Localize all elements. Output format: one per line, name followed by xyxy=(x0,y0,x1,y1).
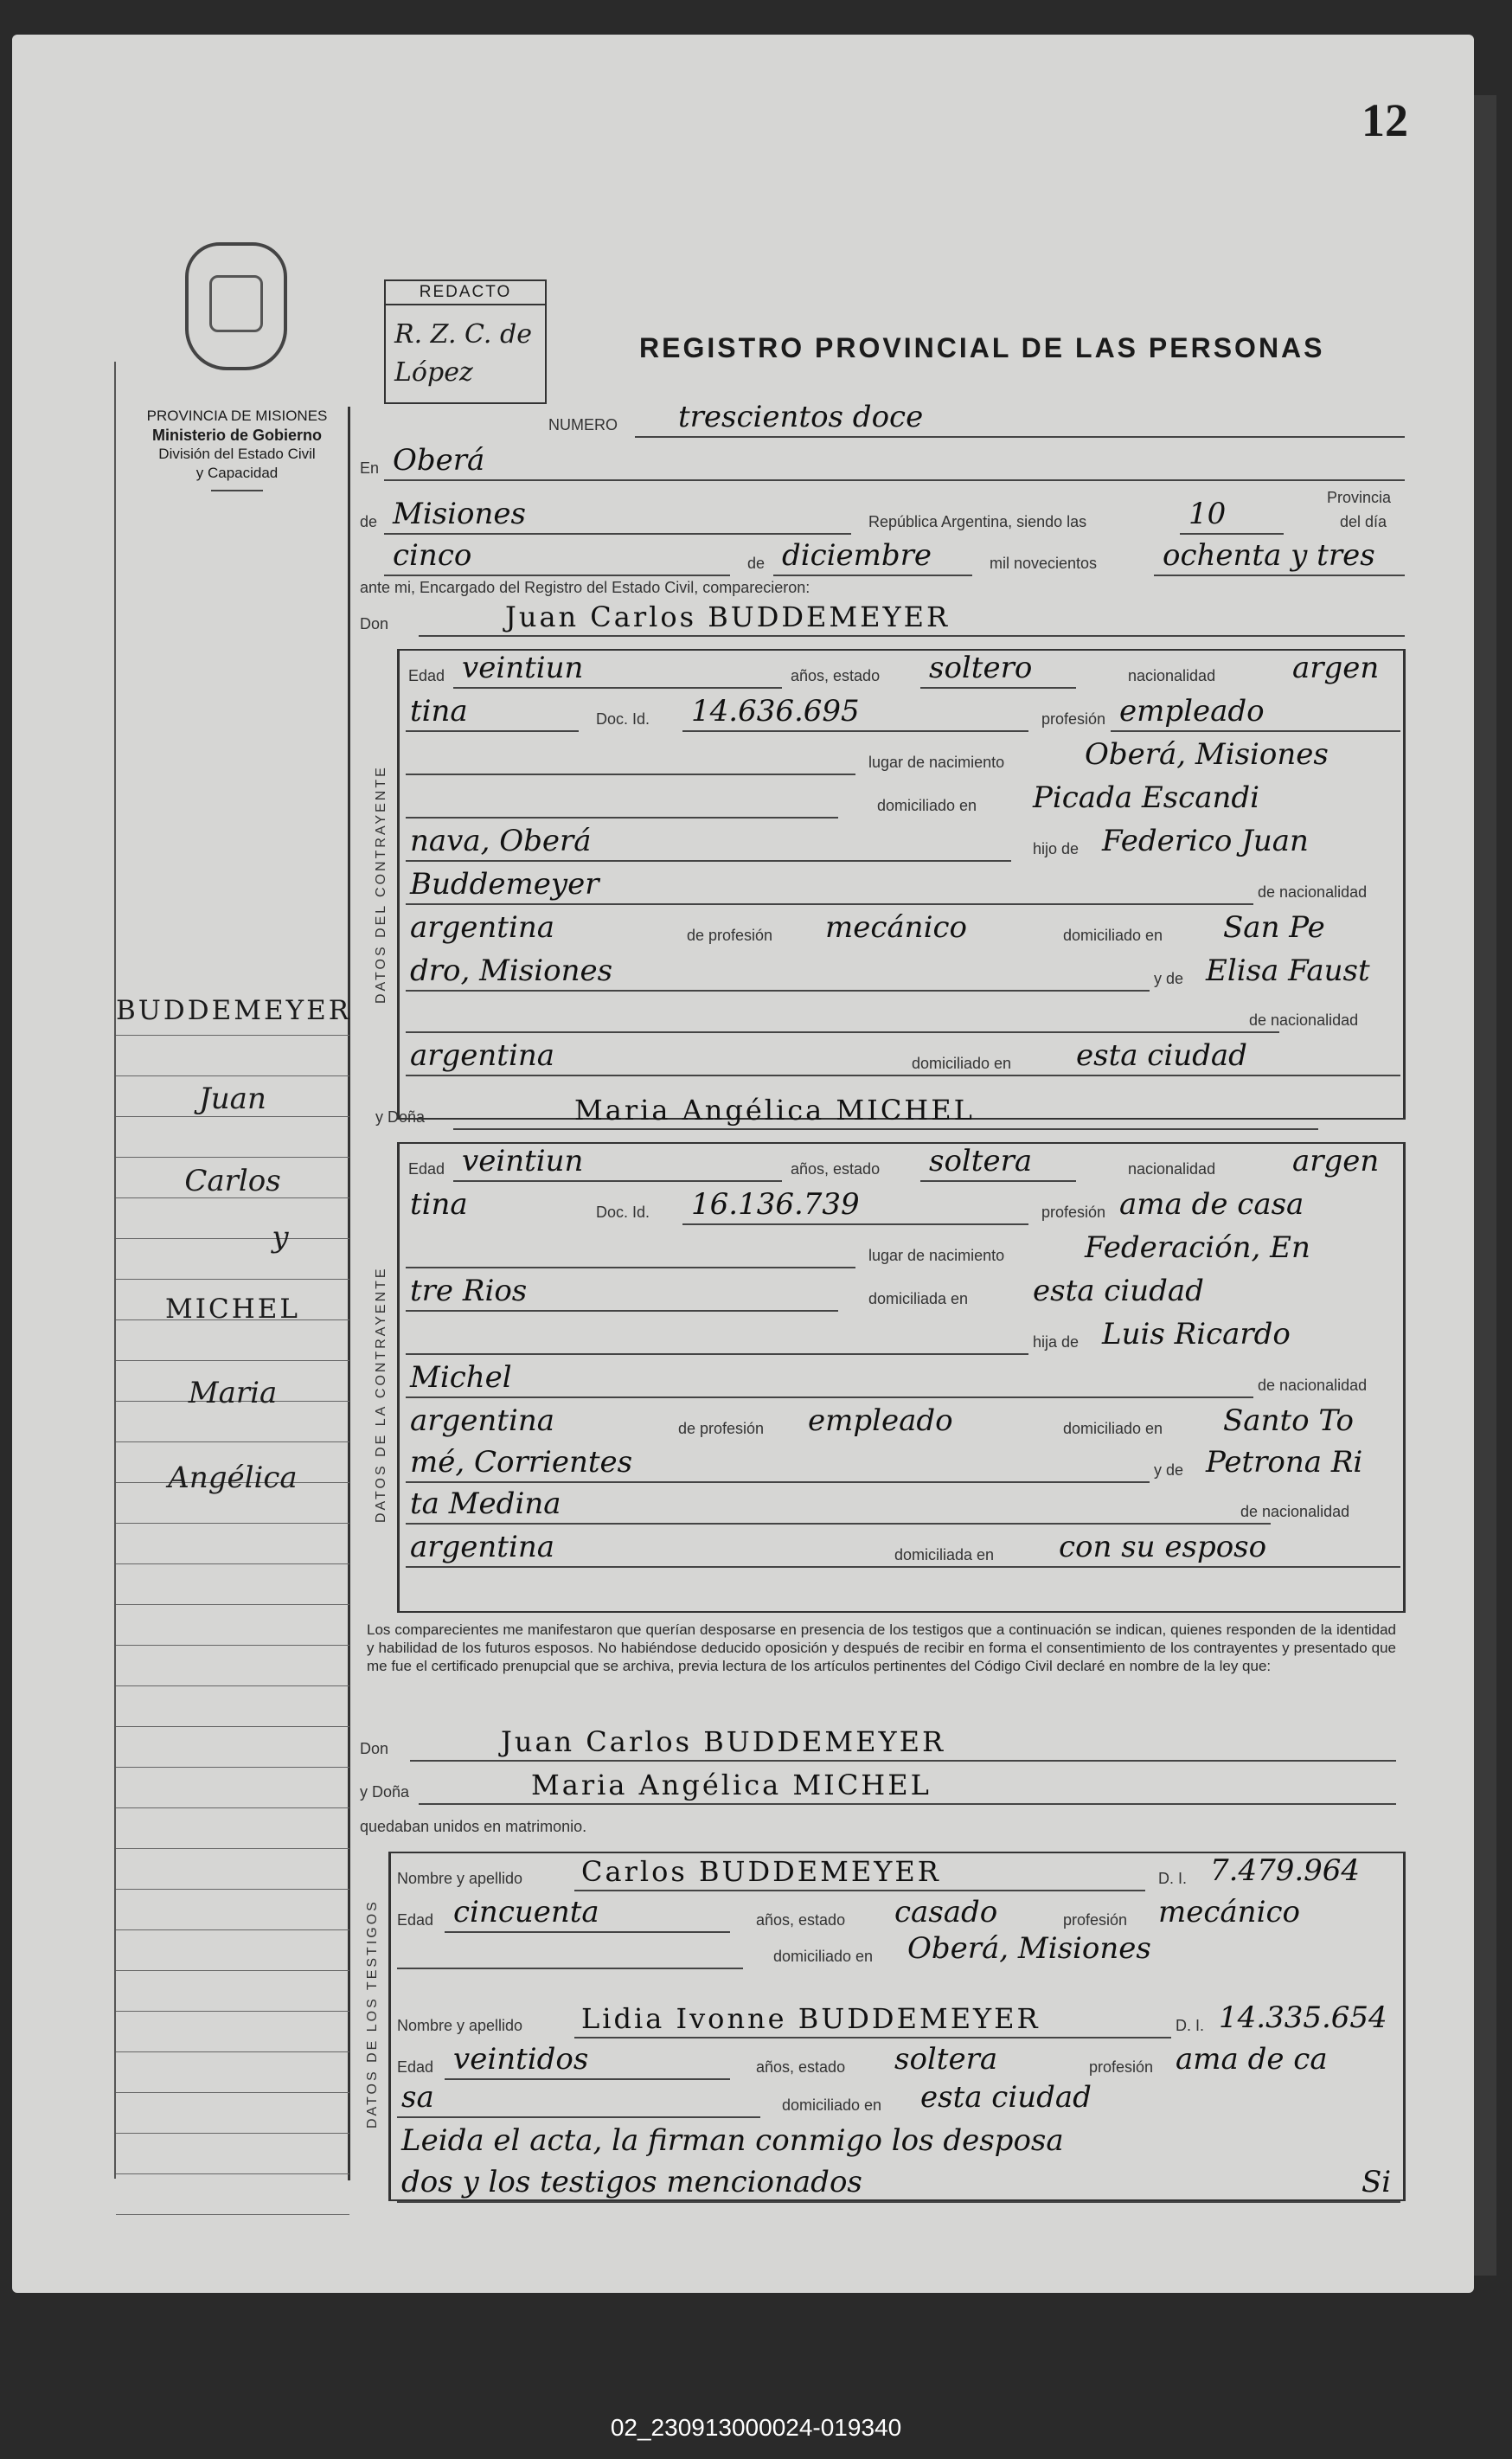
bride-padre-prof-label: de profesión xyxy=(678,1420,765,1437)
w2-estado: soltera xyxy=(894,2042,998,2077)
w2-estado-label: años, estado xyxy=(756,2058,846,2076)
redacto-line-2: López xyxy=(394,357,473,388)
w2-dom-label: domiciliado en xyxy=(782,2096,882,2114)
w1-estado-label: años, estado xyxy=(756,1911,846,1929)
w2-prof-label: profesión xyxy=(1089,2058,1154,2076)
numero-label: NUMERO xyxy=(548,416,618,433)
groom-edad: veintiun xyxy=(462,651,584,685)
margin-name-surname-1: BUDDEMEYER xyxy=(116,995,352,1026)
groom-row-10 xyxy=(358,1037,1413,1080)
bride-doc: 16.136.739 xyxy=(691,1187,860,1222)
w1-prof-label: profesión xyxy=(1063,1911,1128,1929)
bride-row-1 xyxy=(358,1142,1413,1185)
groom-padre-dom-label: domiciliado en xyxy=(1063,927,1163,944)
bride-row-9 xyxy=(358,1485,1413,1528)
bride-padre-prof: empleado xyxy=(808,1403,953,1438)
redacto-initials xyxy=(394,316,532,392)
w1-nombre-label: Nombre y apellido xyxy=(397,1870,523,1887)
bride-estado-label: años, estado xyxy=(791,1160,881,1178)
w1-prof: mecánico xyxy=(1158,1895,1300,1929)
groom-madre-dom: esta ciudad xyxy=(1076,1038,1247,1073)
margin-name-and: y xyxy=(272,1220,289,1255)
bride-row-3 xyxy=(358,1229,1413,1272)
bride-row-2 xyxy=(358,1185,1413,1229)
w2-edad: veintidos xyxy=(453,2042,589,2077)
bride-prof: ama de casa xyxy=(1119,1187,1304,1222)
declaration-paragraph: Los comparecientes me manifestaron que querían desposarse en presencia de los testigos que a continuación se indican, quienes responden de la identidad y habilidad de los futuros esposos. No habiéndose deducido oposición y después de recibir en forma el consentimiento de los contrayentes y presentado que me fue el certificado prenupcial que se archiva, previa lectura de los artículos pertinentes del Código Civil declaré en nombre de la ley que: xyxy=(367,1621,1396,1674)
republica-label: República Argentina, siendo las xyxy=(868,513,1087,530)
agency-rule xyxy=(211,490,263,491)
row-de xyxy=(358,495,1413,538)
numero-value: trescientos doce xyxy=(678,400,924,434)
dona-label: y Doña xyxy=(375,1108,426,1126)
bride-madre-dom-label: domiciliada en xyxy=(894,1546,995,1563)
w2-prof: ama de ca xyxy=(1176,2042,1328,2077)
mil-label: mil novecientos xyxy=(990,555,1098,572)
bride-padre-dom: Santo To xyxy=(1223,1403,1354,1438)
dia-value: cinco xyxy=(393,538,472,573)
agency-province: PROVINCIA DE MISIONES xyxy=(146,408,328,424)
bride-hija-label: hija de xyxy=(1033,1333,1080,1351)
groom-dom: Picada Escandi xyxy=(1033,780,1260,815)
groom-section-label: DATOS DEL CONTRAYENTE xyxy=(374,765,388,1004)
groom-padre-prof: mecánico xyxy=(825,910,967,945)
bride-lugar: Federación, En xyxy=(1085,1230,1310,1265)
agency-division: División del Estado Civil xyxy=(158,446,316,462)
groom-madre-nac: argentina xyxy=(410,1038,555,1073)
groom-lugar: Oberá, Misiones xyxy=(1085,737,1329,772)
bride-padre-nac: argentina xyxy=(410,1403,555,1438)
mes-value: diciembre xyxy=(782,538,932,573)
en-value: Oberá xyxy=(393,443,485,478)
agency-capacity: y Capacidad xyxy=(195,465,279,481)
groom-padre-cont: Buddemeyer xyxy=(410,867,599,902)
comparecieron-label: ante mi, Encargado del Registro del Estado Civil, comparecieron: xyxy=(360,579,810,596)
groom-row-6 xyxy=(358,865,1413,908)
agency-block xyxy=(107,407,367,491)
margin-name-1: Juan xyxy=(199,1082,266,1116)
bride-yde-label: y de xyxy=(1154,1461,1184,1479)
page-number: 12 xyxy=(1361,94,1408,146)
bride-estado: soltera xyxy=(929,1144,1033,1178)
bride-row-6 xyxy=(358,1358,1413,1402)
groom-estado: soltero xyxy=(929,651,1033,685)
row-don xyxy=(358,597,1413,640)
agency-ministry: Ministerio de Gobierno xyxy=(151,427,322,444)
groom-padre: Federico Juan xyxy=(1102,824,1309,858)
register-title: REGISTRO PROVINCIAL DE LAS PERSONAS xyxy=(639,332,1325,363)
decl-don-label: Don xyxy=(360,1740,389,1757)
bride-nac: argen xyxy=(1292,1144,1380,1178)
bride-dom: esta ciudad xyxy=(1033,1274,1204,1308)
margin-name-3: Maria xyxy=(188,1376,278,1410)
groom-madre: Elisa Faust xyxy=(1206,953,1370,988)
groom-dom-label: domiciliado en xyxy=(877,797,977,814)
bride-padre-dom-label: domiciliado en xyxy=(1063,1420,1163,1437)
decl-don: Juan Carlos BUDDEMEYER xyxy=(501,1725,946,1758)
bride-madre-nac-label: de nacionalidad xyxy=(1240,1503,1350,1520)
row-dona xyxy=(358,1090,1413,1133)
closing-row-2 xyxy=(358,2163,1413,2206)
row-numero xyxy=(358,398,1413,441)
de-label: de xyxy=(360,513,378,530)
w2-di-label: D. I. xyxy=(1176,2017,1205,2034)
bride-madre-nac: argentina xyxy=(410,1530,555,1564)
decl-dona-label: y Doña xyxy=(360,1783,410,1801)
anio-value: ochenta y tres xyxy=(1163,538,1375,573)
bride-nac-cont: tina xyxy=(410,1187,468,1222)
w1-estado: casado xyxy=(894,1895,998,1929)
decl-dona: Maria Angélica MICHEL xyxy=(531,1769,932,1801)
bride-doc-label: Doc. Id. xyxy=(596,1204,650,1221)
redacto-label: REDACTO xyxy=(386,281,545,305)
bride-padre: Luis Ricardo xyxy=(1102,1317,1291,1351)
en-label: En xyxy=(360,459,380,477)
groom-estado-label: años, estado xyxy=(791,667,881,684)
closing-end: Si xyxy=(1361,2165,1392,2199)
groom-row-1 xyxy=(358,649,1413,692)
groom-prof-label: profesión xyxy=(1041,710,1106,728)
don-value: Juan Carlos BUDDEMEYER xyxy=(505,600,951,633)
w2-row-3 xyxy=(358,2078,1413,2122)
redacto-line-1: R. Z. C. de xyxy=(394,319,532,350)
groom-yde-label: y de xyxy=(1154,970,1184,987)
bride-row-7 xyxy=(358,1402,1413,1445)
decl-unidos: quedaban unidos en matrimonio. xyxy=(360,1818,587,1835)
de-mes-label: de xyxy=(747,555,766,572)
w1-dom-label: domiciliado en xyxy=(773,1948,874,1965)
groom-madre-nac-label: de nacionalidad xyxy=(1249,1011,1359,1029)
w2-nombre-label: Nombre y apellido xyxy=(397,2017,523,2034)
provincia-label: Provincia xyxy=(1327,489,1392,506)
bride-padre-cont: Michel xyxy=(410,1360,512,1395)
w2-di: 14.335.654 xyxy=(1219,2000,1387,2035)
w1-nombre: Carlos BUDDEMEYER xyxy=(581,1855,941,1888)
w1-row-3 xyxy=(358,1929,1413,1973)
groom-doc-label: Doc. Id. xyxy=(596,710,650,728)
groom-doc: 14.636.695 xyxy=(691,694,860,729)
w1-di: 7.479.964 xyxy=(1210,1853,1361,1888)
bride-row-10 xyxy=(358,1528,1413,1571)
groom-padre-nac-label: de nacionalidad xyxy=(1258,883,1368,901)
redacto-box xyxy=(384,279,547,404)
w2-nombre: Lidia Ivonne BUDDEMEYER xyxy=(581,2002,1041,2035)
bride-madre-dom: con su esposo xyxy=(1059,1530,1267,1564)
groom-nac-cont: tina xyxy=(410,694,468,729)
de-value: Misiones xyxy=(393,497,526,531)
bride-padre-nac-label: de nacionalidad xyxy=(1258,1377,1368,1394)
groom-padre-nac: argentina xyxy=(410,910,555,945)
w1-row-1 xyxy=(358,1852,1413,1895)
margin-name-surname-2: MICHEL xyxy=(165,1294,300,1325)
groom-nac-label: nacionalidad xyxy=(1128,667,1216,684)
dona-value: Maria Angélica MICHEL xyxy=(574,1094,975,1127)
w1-edad: cincuenta xyxy=(453,1895,599,1929)
decl-row-don xyxy=(358,1722,1413,1765)
groom-edad-label: Edad xyxy=(408,667,445,684)
bride-edad: veintiun xyxy=(462,1144,584,1178)
w2-row-2 xyxy=(358,2040,1413,2083)
witnesses-section-label: DATOS DE LOS TESTIGOS xyxy=(365,1899,380,2128)
bride-row-5 xyxy=(358,1315,1413,1358)
bride-padre-dom-cont: mé, Corrientes xyxy=(410,1445,633,1480)
register-page xyxy=(12,35,1474,2293)
decl-row-unidos xyxy=(358,1800,1413,1843)
groom-row-8 xyxy=(358,952,1413,995)
groom-row-4 xyxy=(358,779,1413,822)
groom-hijo-label: hijo de xyxy=(1033,840,1080,857)
groom-padre-dom: San Pe xyxy=(1223,910,1325,945)
bride-madre-cont: ta Medina xyxy=(410,1486,561,1521)
bride-lugar-cont: tre Rios xyxy=(410,1274,528,1308)
groom-prof: empleado xyxy=(1119,694,1265,729)
groom-padre-dom-cont: dro, Misiones xyxy=(410,953,613,988)
bride-row-8 xyxy=(358,1443,1413,1486)
bride-dom-label: domiciliada en xyxy=(868,1290,969,1307)
groom-nac: argen xyxy=(1292,651,1380,685)
don-label: Don xyxy=(360,615,389,632)
w2-row-1 xyxy=(358,1999,1413,2042)
margin-name-4: Angélica xyxy=(168,1461,298,1495)
hora-value: 10 xyxy=(1188,497,1227,531)
w2-prof-cont: sa xyxy=(401,2080,434,2115)
w1-edad-label: Edad xyxy=(397,1911,434,1929)
margin-name-2: Carlos xyxy=(184,1164,281,1198)
groom-row-5 xyxy=(358,822,1413,865)
w1-dom: Oberá, Misiones xyxy=(907,1931,1151,1966)
bride-section-label: DATOS DE LA CONTRAYENTE xyxy=(374,1266,388,1523)
w2-dom: esta ciudad xyxy=(920,2080,1092,2115)
w2-edad-label: Edad xyxy=(397,2058,434,2076)
w1-di-label: D. I. xyxy=(1158,1870,1188,1887)
closing-row-1 xyxy=(358,2122,1413,2165)
closing-line-1: Leida el acta, la firman conmigo los desposa xyxy=(401,2123,1064,2158)
groom-row-9 xyxy=(358,993,1413,1037)
groom-dom-cont: nava, Oberá xyxy=(410,824,592,858)
bride-lugar-label: lugar de nacimiento xyxy=(868,1247,1005,1264)
groom-madre-dom-label: domiciliado en xyxy=(912,1055,1012,1072)
bride-edad-label: Edad xyxy=(408,1160,445,1178)
del-dia-label: del día xyxy=(1340,513,1387,530)
groom-row-2 xyxy=(358,692,1413,735)
bride-row-4 xyxy=(358,1272,1413,1315)
groom-row-3 xyxy=(358,735,1413,779)
groom-lugar-label: lugar de nacimiento xyxy=(868,754,1005,771)
groom-row-7 xyxy=(358,908,1413,952)
bride-prof-label: profesión xyxy=(1041,1204,1106,1221)
image-caption: 02_230913000024-019340 xyxy=(610,2414,902,2441)
bride-nac-label: nacionalidad xyxy=(1128,1160,1216,1178)
groom-padre-prof-label: de profesión xyxy=(687,927,773,944)
closing-line-2: dos y los testigos mencionados xyxy=(401,2165,862,2199)
coat-of-arms-icon xyxy=(185,242,287,370)
bride-madre: Petrona Ri xyxy=(1206,1445,1363,1480)
